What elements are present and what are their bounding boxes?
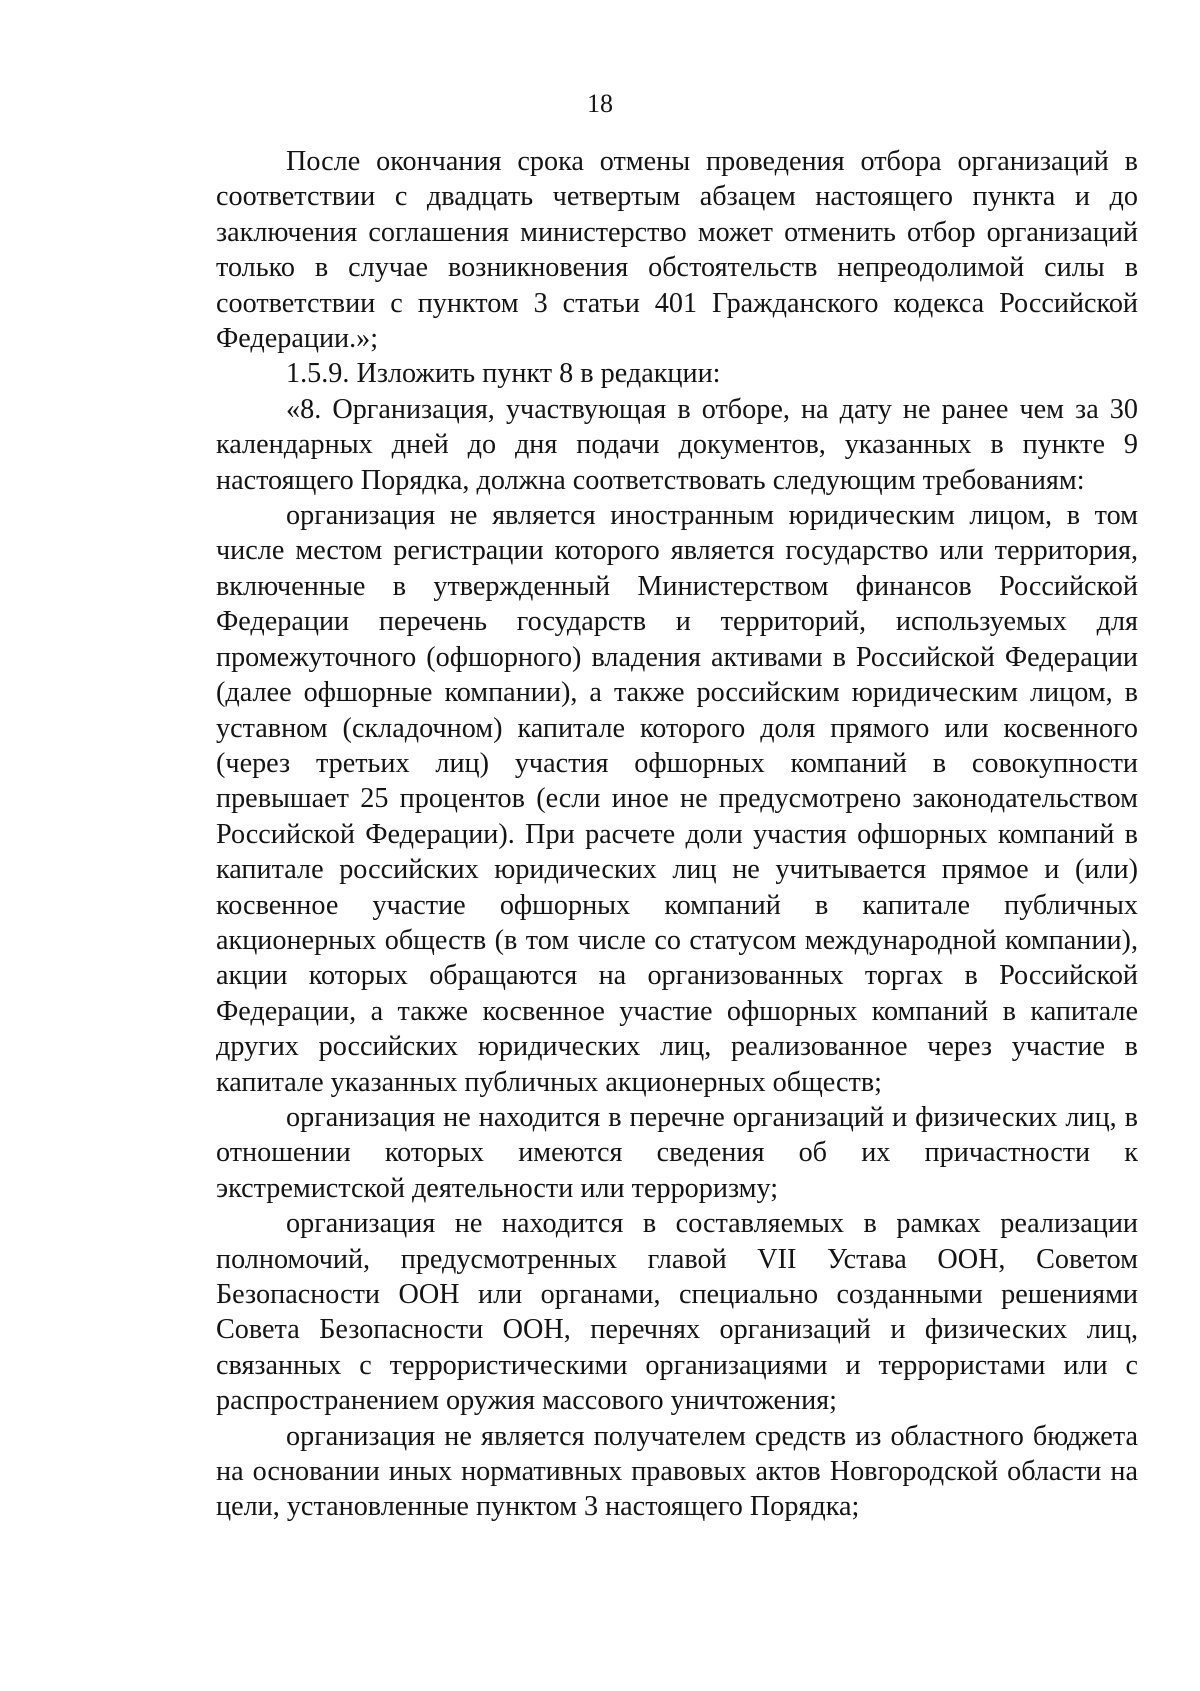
- paragraph-offshore-requirement: организация не является иностранным юридическим лицом, в том числе местом регистрации которого является государство или территория, включенные в утвержденный Министерством финансов Российской Федерации перечень государств и территорий, используемых для промежуточного (офшорного) владения активами в Российской Федерации (далее офшорные компании), а также российским юридическим лицом, в уставном (складочном) капитале которого доля прямого или косвенного (через третьих лиц) участия офшорных компаний в совокупности превышает 25 процентов (если иное не предусмотрено законодательством Российской Федерации). При расчете доли участия офшорных компаний в капитале российских юридических лиц не учитывается прямое и (или) косвенное участие офшорных компаний в капитале публичных акционерных обществ (в том числе со статусом международной компании), акции которых обращаются на организованных торгах в Российской Федерации, а также косвенное участие офшорных компаний в капитале других российских юридических лиц, реализованное через участие в капитале указанных публичных акционерных обществ;: [216, 500, 1138, 1098]
- page-number: 18: [587, 89, 613, 118]
- paragraph-cancellation: После окончания срока отмены проведения отбора организаций в соответствии с двадцать четвертым абзацем настоящего пункта и до заключения соглашения министерство может отменить отбор организаций только в случае возникновения обстоятельств непреодолимой силы в соответствии с пунктом 3 статьи 401 Гражданского кодекса Российской Федерации.»;: [216, 146, 1138, 355]
- document-body: [216, 144, 1138, 1525]
- paragraph-budget-requirement: организация не является получателем средств из областного бюджета на основании иных нормативных правовых актов Новгородской области на цели, установленные пунктом 3 настоящего Порядка;: [216, 1420, 1138, 1523]
- paragraph-amendment-heading: 1.5.9. Изложить пункт 8 в редакции:: [286, 358, 721, 390]
- paragraph-clause-8: «8. Организация, участвующая в отборе, на дату не ранее чем за 30 календарных дней до дня подачи документов, указанных в пункте 9 настоящего Порядка, должна соответствовать следующим требованиям:: [216, 393, 1138, 496]
- paragraph-extremism-requirement: организация не находится в перечне организаций и физических лиц, в отношении которых имеются сведения об их причастности к экстремистской деятельности или терроризму;: [216, 1101, 1138, 1204]
- paragraph-un-sanctions-requirement: организация не находится в составляемых в рамках реализации полномочий, предусмотренных главой VII Устава ООН, Советом Безопасности ООН или органами, специально созданными решениями Совета Безопасности ООН, перечнях организаций и физических лиц, связанных с террористическими организациями и террористами или с распространением оружия массового уничтожения;: [216, 1208, 1138, 1417]
